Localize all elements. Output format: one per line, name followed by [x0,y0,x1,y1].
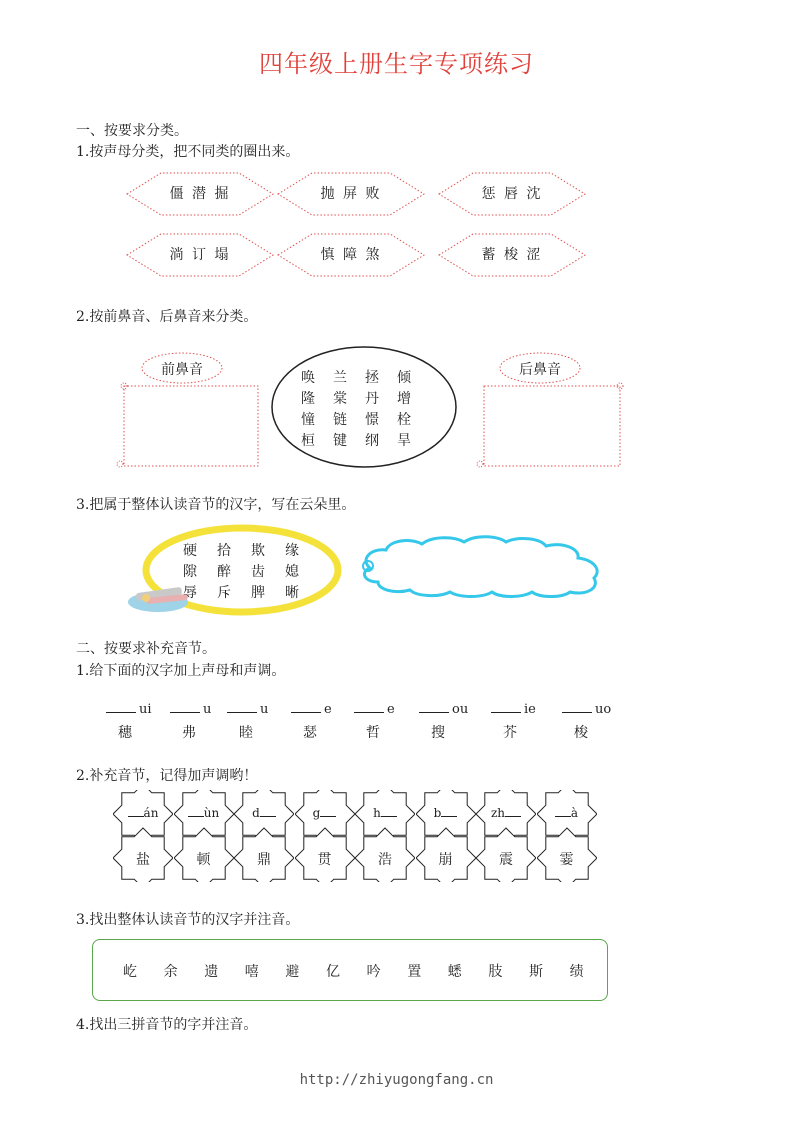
grid-char: 斥 [217,585,231,601]
front-nasal-label: 前鼻音 [161,362,203,378]
syllable-char[interactable]: 避 [285,964,300,980]
pinyin-blank[interactable] [419,702,468,717]
answer-blank[interactable] [354,712,384,713]
grid-char: 齿 [251,564,265,580]
tone-hanzi: 穗 [118,725,132,741]
tone-hanzi: 弗 [182,725,196,741]
grid-char: 键 [333,433,347,449]
syllable-char[interactable]: 屹 [123,964,137,980]
syllable-char[interactable]: 余 [163,964,178,980]
diamond-group[interactable] [276,171,426,217]
star-hanzi: 鼎 [257,852,271,868]
pinyin-blank[interactable] [491,702,536,717]
p2-q4-label: 4.找出三拼音节的字并注音。 [76,1017,258,1033]
syllable-char[interactable]: 遗 [204,964,219,980]
pinyin-blank[interactable] [106,702,152,717]
answer-blank[interactable] [381,816,397,817]
syllable-blank[interactable] [476,806,536,820]
pinyin-final: ie [524,702,536,717]
star-hanzi: 震 [499,852,513,868]
diamond-group[interactable] [276,232,426,278]
star-hanzi: 盐 [136,852,150,868]
grid-char: 倾 [397,370,411,386]
grid-char: 棠 [333,391,347,407]
pinyin-blank[interactable] [291,702,332,717]
grid-char: 丹 [365,391,379,407]
nasal-chars-grid [301,368,411,452]
grid-char: 隆 [301,391,315,407]
syllable-blank[interactable] [537,806,597,820]
pinyin-final: ui [139,702,152,717]
syllable-initial: g [312,806,321,820]
grid-char: 栓 [397,412,411,428]
diamond-chars: 僵 潜 掘 [169,186,231,202]
diamond-chars: 淌 订 塌 [169,247,231,263]
grid-char: 脾 [251,585,265,601]
grid-char: 拯 [365,370,379,386]
part2-heading: 二、按要求补充音节。 [76,641,216,657]
pinyin-final: e [324,702,332,717]
grid-char: 硬 [183,543,197,559]
syllable-char[interactable]: 绩 [569,964,584,980]
syllable-blank[interactable] [174,806,234,820]
tone-hanzi: 芥 [503,725,517,741]
grid-char: 纲 [365,433,379,449]
diamond-group[interactable] [437,232,587,278]
part1-heading: 一、按要求分类。 [76,123,188,139]
answer-blank[interactable] [562,712,592,713]
grid-char: 兰 [333,370,347,386]
syllable-initial: d [252,806,260,820]
grid-char: 醉 [217,564,231,580]
tone-hanzi: 瑟 [303,725,317,741]
grid-char: 链 [333,412,347,428]
syllable-initial: h [373,806,381,820]
diamond-chars: 蓄 梭 涩 [481,247,543,263]
back-nasal-label: 后鼻音 [519,362,561,378]
star-hanzi: 贯 [317,852,332,868]
answer-blank[interactable] [419,712,449,713]
grid-char: 桓 [301,433,315,449]
pinyin-blank[interactable] [227,702,268,717]
p2-q2-label: 2.补充音节，记得加声调哟！ [76,768,258,784]
p2-q1-label: 1.给下面的汉字加上声母和声调。 [76,663,286,679]
syllable-final: án [143,806,159,820]
star-hanzi: 顿 [196,852,211,868]
answer-blank[interactable] [128,816,144,817]
cloud-answer-area[interactable] [356,534,608,600]
diamond-group[interactable] [437,171,587,217]
syllable-blank[interactable] [355,806,415,820]
grid-char: 旱 [397,433,411,449]
star-hanzi: 霎 [559,852,574,868]
grid-char: 憧 [301,412,315,428]
answer-blank[interactable] [106,712,136,713]
answer-blank[interactable] [491,712,521,713]
grid-char: 唤 [301,370,315,386]
grid-char: 缘 [285,543,299,559]
syllable-char[interactable]: 蟋 [447,964,462,980]
pinyin-blank[interactable] [170,702,211,717]
grid-char: 媳 [285,564,299,580]
syllable-initial: b [433,806,442,820]
grid-char: 晰 [285,585,299,601]
grid-char: 欺 [251,543,265,559]
pinyin-final: e [387,702,395,717]
pinyin-final: u [203,702,212,717]
syllable-char[interactable]: 嘻 [244,964,259,980]
answer-blank[interactable] [291,712,321,713]
q2-label: 2.按前鼻音、后鼻音来分类。 [76,309,258,325]
grid-char: 增 [397,391,411,407]
answer-blank[interactable] [188,816,204,817]
answer-blank[interactable] [170,712,200,713]
grid-char: 憬 [365,412,379,428]
syllable-final: à [570,806,579,820]
whole-syllable-chars [183,541,299,604]
answer-blank[interactable] [227,712,257,713]
pinyin-final: uo [595,702,612,717]
syllable-char[interactable]: 肢 [488,964,503,980]
footer-url: http://zhiyugongfang.cn [299,1072,494,1088]
diamond-chars: 惩 唇 沈 [481,186,543,202]
grid-char: 辱 [183,585,197,601]
answer-blank[interactable] [441,816,457,817]
diamond-chars: 抛 屏 败 [320,186,382,202]
syllable-final: ùn [203,806,220,820]
tone-hanzi: 梭 [574,725,588,741]
syllable-blank[interactable] [113,806,173,820]
syllable-char[interactable]: 吟 [366,964,381,980]
answer-blank[interactable] [555,816,571,817]
pinyin-final: ou [452,702,469,717]
syllable-blank[interactable] [234,806,294,820]
syllable-char[interactable]: 斯 [529,964,543,980]
tone-hanzi: 搜 [431,725,445,741]
pinyin-blank[interactable] [562,702,611,717]
diamond-group[interactable] [125,232,275,278]
grid-char: 拾 [217,543,231,559]
pinyin-blank[interactable] [354,702,395,717]
answer-blank[interactable] [260,816,276,817]
answer-blank[interactable] [320,816,336,817]
q3-label: 3.把属于整体认读音节的汉字，写在云朵里。 [76,497,356,513]
tone-hanzi: 哲 [366,725,380,741]
syllable-blank[interactable] [416,806,476,820]
p2-q3-label: 3.找出整体认读音节的汉字并注音。 [76,912,300,928]
syllable-char[interactable]: 亿 [326,964,340,980]
tone-hanzi: 睦 [239,725,253,741]
grid-char: 隙 [183,564,197,580]
star-hanzi: 浩 [378,852,392,868]
syllable-initial: zh [490,806,506,820]
answer-blank[interactable] [505,816,521,817]
star-hanzi: 崩 [438,852,453,868]
pinyin-final: u [260,702,269,717]
syllable-blank[interactable] [295,806,355,820]
pencil-icon [128,587,188,612]
q1-label: 1.按声母分类，把不同类的圈出来。 [76,144,300,160]
diamond-chars: 慎 障 煞 [320,247,382,263]
diamond-group[interactable] [125,171,275,217]
syllable-char[interactable]: 置 [407,964,422,980]
page-title: 四年级上册生字专项练习 [259,50,534,78]
